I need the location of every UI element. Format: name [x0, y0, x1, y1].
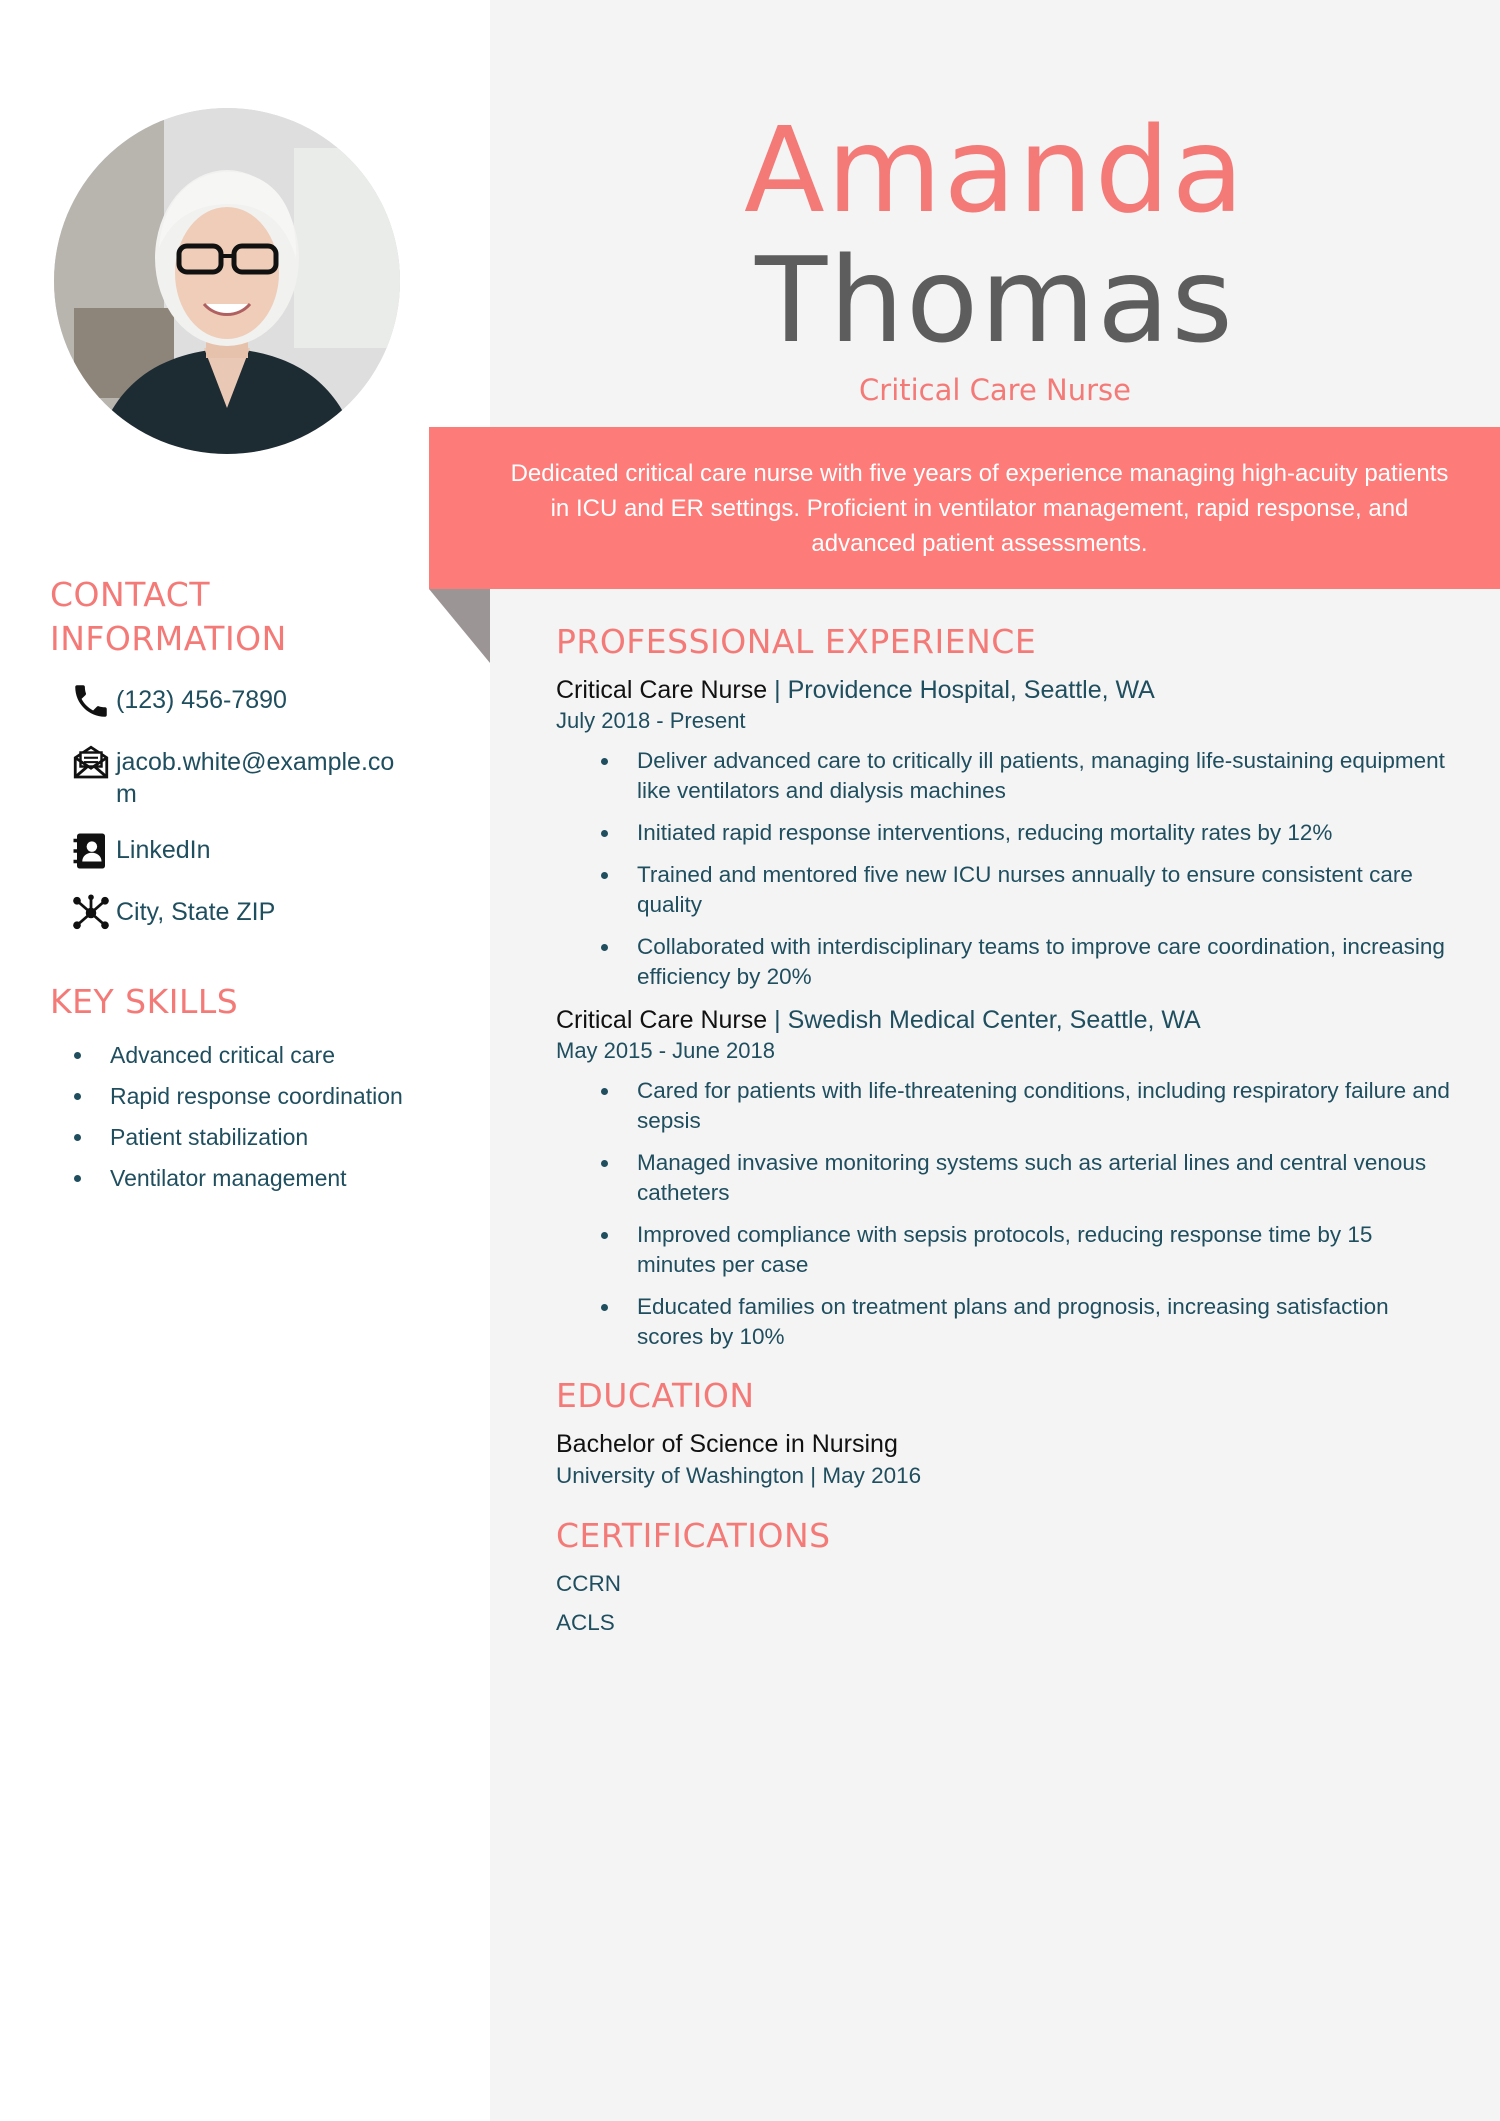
experience-section-title: PROFESSIONAL EXPERIENCE — [556, 622, 1037, 661]
contact-section-title: CONTACT INFORMATION — [50, 575, 287, 658]
skill-item: Patient stabilization — [70, 1122, 403, 1152]
first-name: Amanda — [744, 101, 1246, 239]
skill-item: Advanced critical care — [70, 1040, 403, 1070]
job-employer: Swedish Medical Center, Seattle, WA — [787, 1006, 1201, 1034]
job-bullet: Trained and mentored five new ICU nurses annually to ensure consistent care quality — [556, 860, 1456, 920]
contact-linkedin-text[interactable]: LinkedIn — [116, 836, 211, 864]
job-role: Critical Care Nurse — [556, 676, 768, 704]
certification-item: ACLS — [556, 1610, 615, 1635]
summary-band — [429, 427, 1500, 589]
education-school: University of Washington | May 2016 — [556, 1463, 922, 1488]
contact-phone-text[interactable]: (123) 456-7890 — [116, 686, 287, 714]
job-bullet: Cared for patients with life-threatening conditions, including respiratory failure and sepsis — [556, 1076, 1456, 1136]
job-heading: Critical Care Nurse | Providence Hospital, Seattle, WA — [556, 676, 1155, 704]
profile-photo — [54, 108, 400, 454]
contact-list — [70, 680, 410, 954]
job-bullet: Deliver advanced care to critically ill patients, managing life-sustaining equipment like ventilators and dialysis machines — [556, 746, 1456, 806]
contact-linkedin — [70, 830, 410, 872]
skill-item: Ventilator management — [70, 1163, 403, 1193]
contact-location-text: City, State ZIP — [116, 898, 276, 926]
job-role: Critical Care Nurse — [556, 1006, 768, 1034]
ribbon-fold — [429, 589, 490, 663]
location-icon — [70, 892, 116, 934]
summary-text: Dedicated critical care nurse with five years of experience managing high-acuity patients in ICU and ER settings. Proficient in ventilator management, rapid response, and advanced patient assessments. — [510, 459, 1449, 557]
skill-item: Rapid response coordination — [70, 1081, 403, 1111]
job-title: Critical Care Nurse — [859, 373, 1131, 407]
job-dates: May 2015 - June 2018 — [556, 1038, 775, 1063]
education-degree: Bachelor of Science in Nursing — [556, 1430, 898, 1458]
job-heading: Critical Care Nurse | Swedish Medical Center, Seattle, WA — [556, 1006, 1201, 1034]
job-bullet: Managed invasive monitoring systems such as arterial lines and central venous catheters — [556, 1148, 1456, 1208]
job-bullet: Initiated rapid response interventions, reducing mortality rates by 12% — [556, 818, 1456, 848]
linkedin-icon — [70, 830, 116, 872]
certification-item: CCRN — [556, 1571, 621, 1596]
job-bullet: Improved compliance with sepsis protocols, reducing response time by 15 minutes per case — [556, 1220, 1456, 1280]
job-entry — [556, 1004, 1456, 1352]
certifications-section-title: CERTIFICATIONS — [556, 1516, 831, 1555]
education-section-title: EDUCATION — [556, 1376, 755, 1415]
job-bullet: Educated families on treatment plans and prognosis, increasing satisfaction scores by 10% — [556, 1292, 1456, 1352]
contact-email-text[interactable]: jacob.white@example.com — [116, 748, 395, 808]
phone-icon — [70, 680, 116, 722]
contact-location — [70, 892, 410, 934]
main-content — [556, 620, 1456, 1646]
skills-section-title: KEY SKILLS — [50, 982, 239, 1021]
profile-photo-illustration — [54, 108, 400, 454]
contact-phone — [70, 680, 410, 722]
contact-email — [70, 742, 410, 810]
skills-list — [70, 1040, 403, 1204]
last-name: Thomas — [755, 231, 1235, 369]
job-entry — [556, 674, 1456, 992]
email-icon — [70, 742, 116, 784]
job-bullet: Collaborated with interdisciplinary teams to improve care coordination, increasing efficiency by 20% — [556, 932, 1456, 992]
job-dates: July 2018 - Present — [556, 708, 746, 733]
job-bullets — [556, 1076, 1456, 1352]
job-employer: Providence Hospital, Seattle, WA — [787, 676, 1155, 704]
job-bullets — [556, 746, 1456, 992]
